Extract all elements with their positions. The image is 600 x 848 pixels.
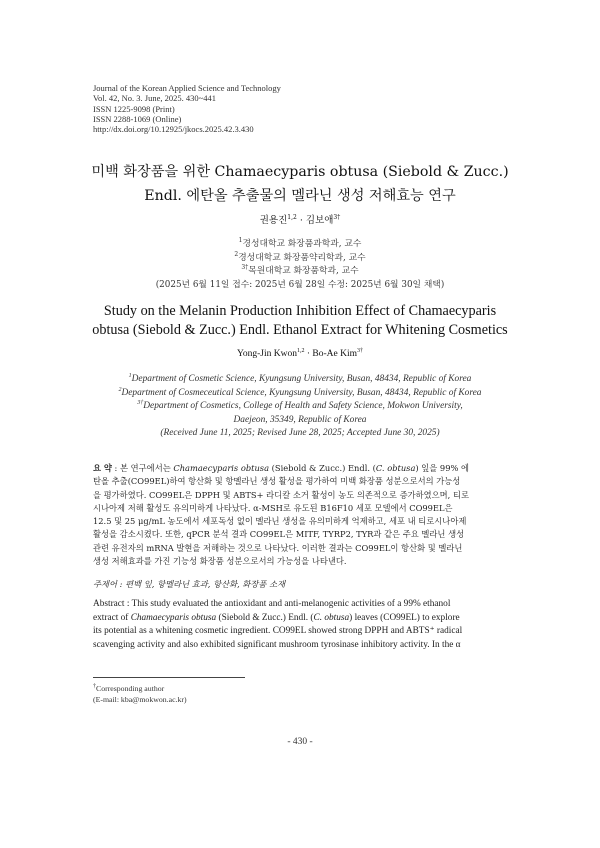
korean-author-2: 김보애 <box>305 215 334 226</box>
species-name: Chamaecyparis obtusa <box>173 463 270 473</box>
text-run: ) 잎을 99% 에 <box>415 463 470 473</box>
korean-abstract-line: 12.5 및 25 μg/mL 농도에서 세포독성 없이 멜라닌 생성을 유의미하게 억제하고, 세포 내 티로시나아제 <box>93 516 467 527</box>
korean-abstract-line: 시나아제 저해 활성도 유의미하게 나타났다. α-MSH로 유도된 B16F10 세포 모델에서 CO99EL은 <box>93 502 453 513</box>
footnote-divider <box>93 677 245 678</box>
journal-issn-print: ISSN 1225-9098 (Print) <box>93 103 175 114</box>
corresponding-author-footnote <box>93 683 187 705</box>
author-separator: · <box>304 349 313 359</box>
english-dates: (Received June 11, 2025; Revised June 28, 2025; Accepted June 30, 2025) <box>160 428 440 438</box>
species-abbrev: C. obtusa <box>313 612 350 623</box>
author-separator: · <box>296 215 306 226</box>
text-run: ) leaves (CO99EL) to explore <box>349 612 460 623</box>
affiliation-sup: 2 <box>118 386 122 393</box>
affiliation-sup: 1 <box>238 237 243 245</box>
text-run: : This study evaluated the antioxidant and anti-melanogenic activities of a 99% ethanol <box>124 599 451 609</box>
korean-abstract-line <box>93 462 506 475</box>
english-affiliations <box>0 373 600 441</box>
affiliation-sup: 1 <box>128 372 132 379</box>
text-run: : 본 연구에서는 <box>111 463 174 473</box>
journal-doi-link[interactable]: http://dx.doi.org/10.12925/jkocs.2025.42.3.430 <box>93 124 254 135</box>
journal-header <box>93 83 281 134</box>
affiliation-text: Department of Cosmetics, College of Health and Safety Science, Mokwon University, <box>143 401 463 411</box>
korean-abstract-line: 을 평가하였다. CO99EL은 DPPH 및 ABTS+ 라디칼 소거 활성이 농도 의존적으로 증가하였으며, 티로 <box>93 489 469 500</box>
english-abstract <box>93 598 506 652</box>
english-affiliation-2 <box>0 387 600 401</box>
korean-abstract <box>93 462 506 568</box>
page-number: - 430 - <box>287 737 313 747</box>
affiliation-sup: 2 <box>234 250 239 258</box>
english-affiliation-3-cont <box>0 414 600 428</box>
text-run: (Siebold & Zucc.) Endl. ( <box>216 612 314 623</box>
journal-volume: Vol. 42, No. 3. June, 2025. 430~441 <box>93 93 216 104</box>
english-authors <box>0 349 600 359</box>
korean-abstract-line: 활성을 감소시켰다. 또한, qPCR 분석 결과 CO99EL은 MITF, TYRP2, TYR과 같은 주요 멜라닌 생성 <box>93 529 465 540</box>
affiliation-sup: 3† <box>137 399 144 406</box>
affiliation-text: 목원대학교 화장품학과, 교수 <box>248 266 359 276</box>
english-author-2-sup: 3† <box>357 347 364 354</box>
korean-affiliation-2 <box>0 252 600 266</box>
korean-title <box>0 160 600 208</box>
english-title <box>0 302 600 340</box>
affiliation-sup: 3† <box>241 264 249 272</box>
korean-abstract-line: 탄올 추출(CO99EL)하여 항산화 및 항멜라닌 생성 활성을 평가하여 미백 화장품 성분으로서의 가능성 <box>93 476 461 487</box>
text-run: extract of <box>93 612 131 623</box>
korean-abstract-line: 생성 저해효과를 가진 기능성 화장품 성분으로서의 가능성을 나타낸다. <box>93 556 347 567</box>
english-affiliation-1 <box>0 373 600 387</box>
affiliation-text: 경성대학교 화장품약리학과, 교수 <box>238 252 366 263</box>
english-abstract-line: scavenging activity and also exhibited significant mushroom tyrosinase inhibitory activity. In the α <box>93 639 461 650</box>
english-title-line-1: Study on the Melanin Production Inhibition Effect of Chamaecyparis <box>103 303 497 319</box>
footnote-dagger: † <box>93 683 96 690</box>
journal-name: Journal of the Korean Applied Science and Technology <box>93 83 281 93</box>
footnote-email: (E-mail: kba@mokwon.ac.kr) <box>93 695 187 704</box>
korean-author-2-sup: 3† <box>333 213 341 221</box>
english-abstract-line: its potential as a whitening cosmetic ingredient. CO99EL showed strong DPPH and ABTS⁺ radical <box>93 626 463 637</box>
text-run: (Siebold & Zucc.) Endl. ( <box>269 463 376 473</box>
korean-dates: (2025년 6월 11일 접수: 2025년 6월 28일 수정: 2025년 6월 30일 채택) <box>155 279 445 290</box>
korean-authors <box>0 212 600 226</box>
english-abstract-line <box>93 612 506 626</box>
korean-abstract-heading: 요 약 <box>93 463 112 473</box>
affiliation-text: 경성대학교 화장품과학과, 교수 <box>242 239 362 249</box>
korean-abstract-line: 관련 유전자의 mRNA 발현을 저해하는 것으로 나타났다. 이러한 결과는 CO99EL이 항산화 및 멜라닌 <box>93 542 463 553</box>
korean-affiliation-1 <box>0 238 600 252</box>
english-abstract-line <box>93 598 506 612</box>
english-author-1: Yong-Jin Kwon <box>236 349 297 359</box>
affiliation-text: Daejeon, 35349, Republic of Korea <box>233 414 367 425</box>
species-name: Chamaecyparis obtusa <box>130 612 217 623</box>
korean-author-1-sup: 1,2 <box>287 213 297 221</box>
korean-affiliation-3 <box>0 265 600 279</box>
korean-keywords: 주제어 : 편백 잎, 항멜라닌 효과, 항산화, 화장품 소재 <box>93 579 286 589</box>
affiliation-text: Department of Cosmetic Science, Kyungsung University, Busan, 48434, Republic of Korea <box>131 374 472 384</box>
affiliation-text: Department of Cosmeceutical Science, Kyungsung University, Busan, 48434, Republic of Korea <box>121 387 482 398</box>
korean-affiliations <box>0 238 600 292</box>
footnote-line <box>93 683 187 694</box>
species-abbrev: C. obtusa <box>375 463 416 473</box>
english-author-1-sup: 1,2 <box>297 347 305 354</box>
english-abstract-heading: Abstract <box>93 599 125 609</box>
english-affiliation-3 <box>0 400 600 414</box>
footnote-text: Corresponding author <box>96 684 165 693</box>
english-author-2: Bo-Ae Kim <box>312 349 358 359</box>
korean-author-1: 권용진 <box>259 215 288 226</box>
english-title-line-2: obtusa (Siebold & Zucc.) Endl. Ethanol Extract for Whitening Cosmetics <box>92 322 508 338</box>
korean-title-line-2: Endl. 에탄올 추출물의 멜라닌 생성 저해효능 연구 <box>144 188 456 204</box>
journal-issn-online: ISSN 2288-1069 (Online) <box>93 113 182 124</box>
korean-title-line-1: 미백 화장품을 위한 Chamaecyparis obtusa (Siebold & Zucc.) <box>91 164 509 180</box>
